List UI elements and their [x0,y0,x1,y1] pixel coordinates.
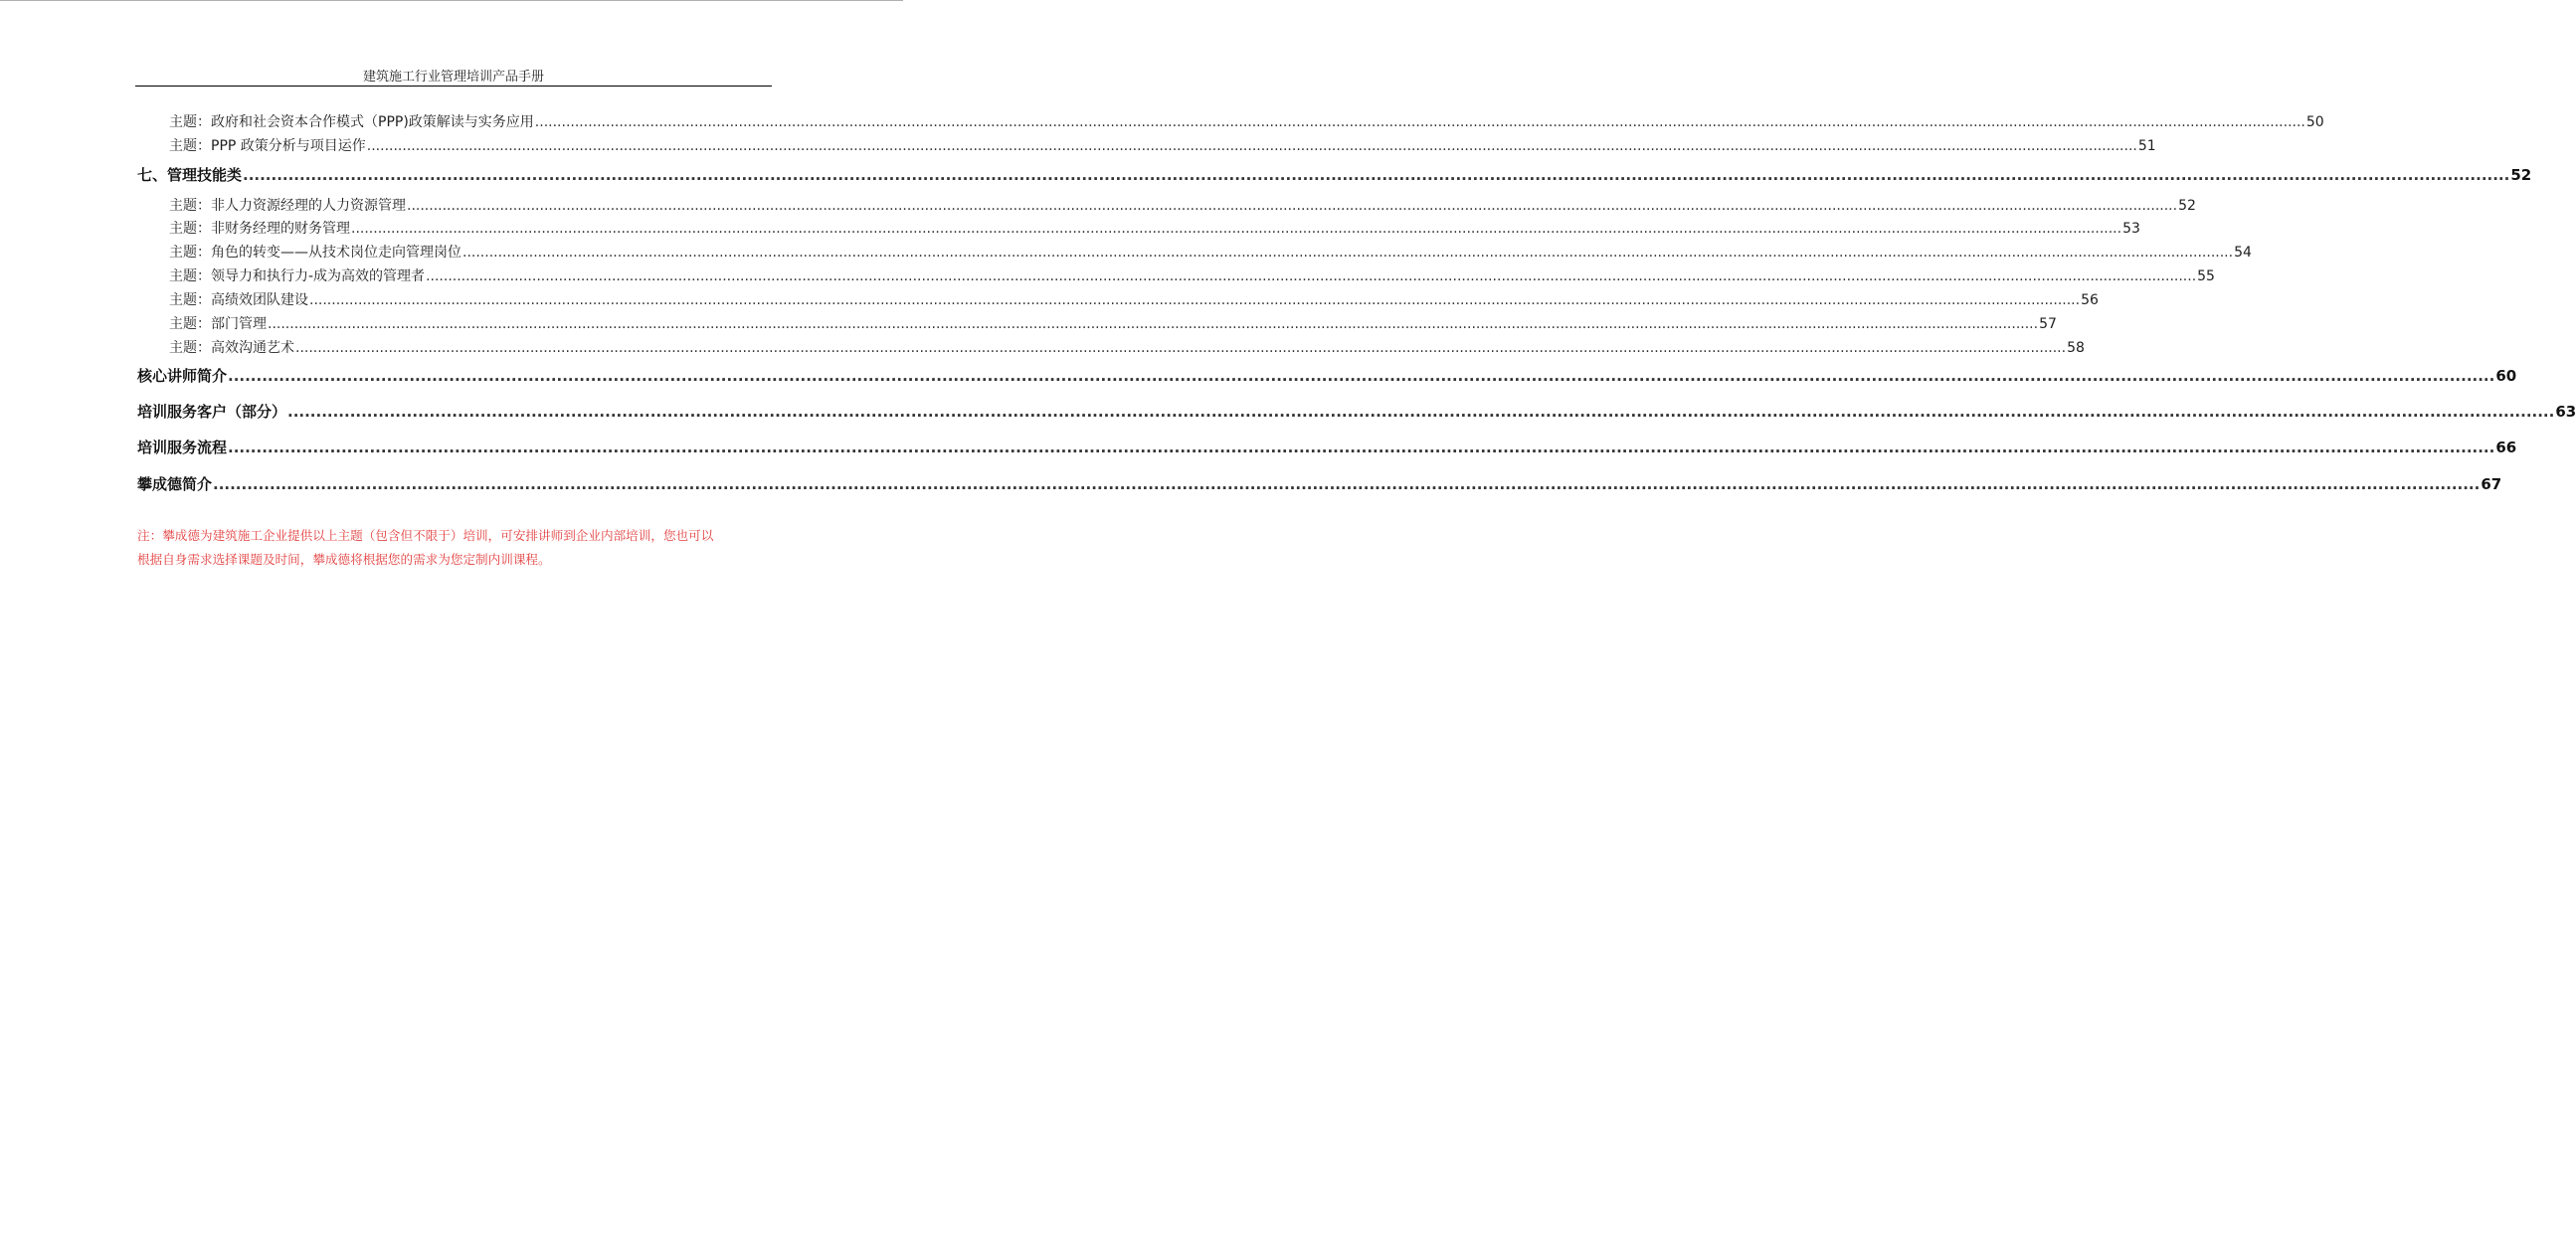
toc-page-number: 63 [2555,403,2576,421]
toc-topic-entry[interactable] [169,218,2140,238]
toc-entry-title: 主题：PPP 政策分析与项目运作 [169,138,366,154]
toc-page-number: 58 [2067,340,2085,356]
toc-dot-leader: ................................................................................................................................................................................................................................................................................................................................................................................................................ [366,138,2137,154]
footnote-line-2: 根据自身需求选择课题及时间，攀成德将根据您的需求为您定制内训课程。 [137,552,551,567]
toc-entry-title: 主题：部门管理 [169,316,267,332]
header-rule [135,86,772,87]
toc-topic-entry[interactable] [169,313,2057,333]
toc-entry-title: 主题：高绩效团队建设 [169,292,308,308]
toc-entry-title: 主题：政府和社会资本合作模式（PPP)政策解读与实务应用 [169,114,534,130]
toc-page-number: 55 [2197,268,2215,284]
toc-dot-leader: ................................................................................................................................................................................................................................................................................................................................................................................................................ [228,439,2495,456]
toc-topic-entry[interactable] [169,195,2196,215]
toc-dot-leader: ................................................................................................................................................................................................................................................................................................................................................................................................................ [351,221,2122,237]
toc-entry-title: 培训服务客户（部分） [137,403,287,421]
toc-entry-title: 主题：领导力和执行力-成为高效的管理者 [169,268,426,284]
toc-dot-leader: ................................................................................................................................................................................................................................................................................................................................................................................................................ [407,198,2178,214]
toc-section-entry[interactable] [137,365,2517,386]
toc-dot-leader: ................................................................................................................................................................................................................................................................................................................................................................................................................ [462,245,2234,261]
footnote [137,524,774,572]
toc-page-number: 51 [2137,138,2156,154]
toc-topic-entry[interactable] [169,265,2215,285]
toc-page-number: 52 [2510,166,2532,184]
toc-page-number: 67 [2481,475,2502,493]
toc-topic-entry[interactable] [169,337,2085,357]
footnote-line-1: 注：攀成德为建筑施工企业提供以上主题（包含但不限于）培训，可安排讲师到企业内部培训，您也可以 [137,528,714,543]
toc-entry-title: 主题：非财务经理的财务管理 [169,221,350,237]
toc-dot-leader: ................................................................................................................................................................................................................................................................................................................................................................................................................ [295,340,2067,356]
toc-dot-leader: ................................................................................................................................................................................................................................................................................................................................................................................................................ [426,268,2197,284]
toc-page-number: 54 [2234,245,2252,261]
toc-section-entry[interactable] [137,164,2532,185]
toc-entry-title: 主题：角色的转变——从技术岗位走向管理岗位 [169,245,461,261]
running-header: 建筑施工行业管理培训产品手册 [362,70,544,85]
toc-section-entry[interactable] [137,401,2576,422]
toc-page-number: 50 [2305,114,2324,130]
toc-page-number: 66 [2495,439,2517,456]
toc-dot-leader: ................................................................................................................................................................................................................................................................................................................................................................................................................ [243,166,2510,184]
toc-section-entry[interactable] [137,473,2502,494]
toc-dot-leader: ................................................................................................................................................................................................................................................................................................................................................................................................................ [228,367,2495,385]
toc-page-number: 53 [2122,221,2140,237]
toc-dot-leader: ................................................................................................................................................................................................................................................................................................................................................................................................................ [213,475,2481,493]
toc-entry-title: 攀成德简介 [137,475,213,493]
toc-entry-title: 主题：非人力资源经理的人力资源管理 [169,198,406,214]
toc-page-number: 52 [2178,198,2196,214]
toc-page-number: 56 [2081,292,2099,308]
toc-dot-leader: ................................................................................................................................................................................................................................................................................................................................................................................................................ [287,403,2555,421]
toc-section-entry[interactable] [137,437,2517,457]
toc-topic-entry[interactable] [169,242,2252,262]
toc-dot-leader: ................................................................................................................................................................................................................................................................................................................................................................................................................ [309,292,2081,308]
toc-topic-entry[interactable] [169,289,2099,309]
toc-entry-title: 核心讲师简介 [137,367,228,385]
toc-page-number: 57 [2039,316,2057,332]
toc-dot-leader: ................................................................................................................................................................................................................................................................................................................................................................................................................ [268,316,2039,332]
toc-topic-entry[interactable] [169,111,2324,131]
toc-dot-leader: ................................................................................................................................................................................................................................................................................................................................................................................................................ [534,114,2305,130]
toc-topic-entry[interactable] [169,135,2156,155]
toc-entry-title: 七、管理技能类 [137,166,243,184]
toc-page-number: 60 [2495,367,2517,385]
toc-entry-title: 培训服务流程 [137,439,228,456]
toc-entry-title: 主题：高效沟通艺术 [169,340,294,356]
